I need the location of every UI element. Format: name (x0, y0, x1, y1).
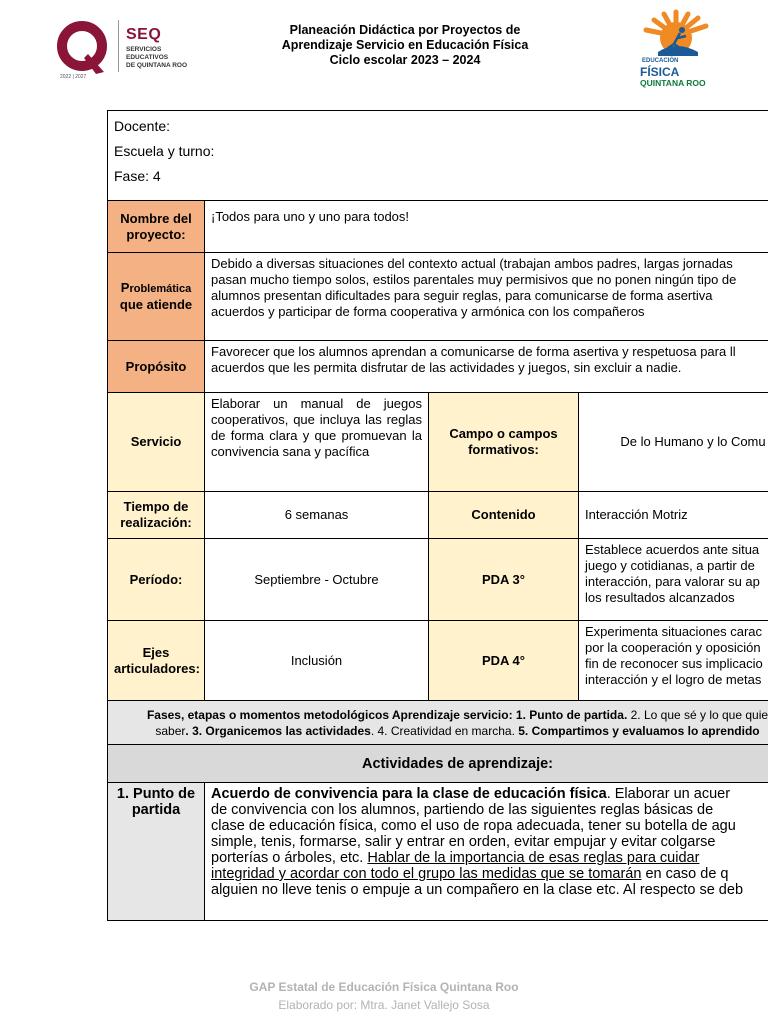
teacher-info-cell (108, 111, 768, 201)
proposito-value: Favorecer que los alumnos aprendan a comunicarse de forma asertiva y respetuosa para ll acuerdos que les permita disfrutar de las actividades y juegos, sin excluir a nadie. (205, 341, 768, 393)
fase-label: Fase: 4 (114, 168, 161, 184)
periodo-value: Septiembre - Octubre (205, 539, 429, 621)
campo-formativo-label: Campo o campos formativos: (429, 393, 579, 492)
nombre-proyecto-label: Nombre del proyecto: (108, 201, 205, 253)
footer-organization: GAP Estatal de Educación Física Quintana Roo (249, 980, 519, 994)
ejes-articuladores-value: Inclusión (205, 621, 429, 701)
punto-partida-text: Acuerdo de convivencia para la clase de educación física. Elaborar un acuer de convivencia con los alumnos, partiendo de las siguientes reglas básicas de clase de educación física, como el uso de ropa adecuada, tener su botella de agu simple, tenis, formarse, salir y entrar en orden, evitar empujar y evitar colgarse porterías o árboles, etc. Hablar de la importancia de esas reglas para cuidar integridad y acordar con todo el grupo las medidas que se tomarán en caso de q alguien no lleve tenis o empuje a un compañero en la clase etc. Al respecto se deb (205, 783, 768, 921)
seq-logo-subtitle: SERVICIOS EDUCATIVOS DE QUINTANA ROO (126, 46, 188, 69)
pda4-value: Experimenta situaciones carac por la cooperación y oposición fin de reconocer sus implicacio interacción y el logro de metas (579, 621, 768, 701)
seq-q-logo-icon (56, 20, 112, 76)
pda3-value: Establece acuerdos ante situa juego y cotidianas, a partir de interacción, para valorar su ap los resultados alcanzados (579, 539, 768, 621)
page-footer (0, 978, 768, 1014)
actividades-heading: Actividades de aprendizaje: (108, 745, 768, 783)
page-header (0, 0, 768, 100)
ejes-articuladores-label: Ejes articuladores: (108, 621, 205, 701)
proposito-label: Propósito (108, 341, 205, 393)
pda3-label: PDA 3° (429, 539, 579, 621)
footer-author: Elaborado por: Mtra. Janet Vallejo Sosa (278, 998, 490, 1012)
campo-formativo-value: De lo Humano y lo Comu (579, 393, 768, 492)
fases-metodologicas: Fases, etapas o momentos metodológicos Aprendizaje servicio: 1. Punto de partida. 2. Lo que sé y lo que quie saber. 3. Organicemos las actividades. 4. Creatividad en marcha. 5. Compartimos y evaluamos lo aprendido (108, 701, 768, 745)
servicio-label: Servicio (108, 393, 205, 492)
logo-divider (118, 20, 119, 72)
nombre-proyecto-value: ¡Todos para uno y uno para todos! (205, 201, 768, 253)
seq-logo-title: SEQ (126, 26, 162, 43)
escuela-turno-label: Escuela y turno: (114, 143, 215, 159)
pda4-label: PDA 4° (429, 621, 579, 701)
docente-label: Docente: (114, 118, 171, 134)
seq-logo-years: 2022 | 2027 (60, 74, 87, 80)
planning-table (107, 110, 768, 921)
educacion-fisica-logo-text: EDUCACIÓN FÍSICA QUINTANA ROO (640, 58, 706, 88)
document-title: Planeación Didáctica por Proyectos de Aprendizaje Servicio en Educación Física Ciclo escolar 2023 – 2024 (281, 23, 529, 67)
punto-partida-label: 1. Punto de partida (108, 783, 205, 921)
problematica-value: Debido a diversas situaciones del contexto actual (trabajan ambos padres, largas jornadas pasan mucho tiempo solos, estilos parentales muy permisivos que no ponen ningún tipo de alumnos presentan dificultades para seguir reglas, para comunicarse de forma asertiva acuerdos y participar de forma cooperativa y armónica con los compañeros (205, 253, 768, 341)
problematica-label: Problemática que atiende (108, 253, 205, 341)
contenido-label: Contenido (429, 492, 579, 539)
periodo-label: Período: (108, 539, 205, 621)
servicio-value: Elaborar un manual de juegos cooperativos, que incluya las reglas de forma clara y que promuevan la convivencia sana y pacífica (205, 393, 429, 492)
tiempo-realizacion-value: 6 semanas (205, 492, 429, 539)
tiempo-realizacion-label: Tiempo de realización: (108, 492, 205, 539)
contenido-value: Interacción Motriz (579, 492, 768, 539)
seq-logo (56, 18, 196, 80)
